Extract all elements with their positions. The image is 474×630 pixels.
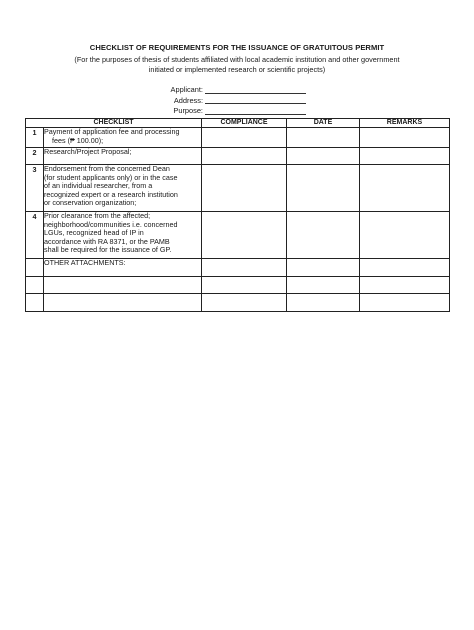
row-requirement xyxy=(44,259,202,277)
header-compliance: COMPLIANCE xyxy=(202,119,287,128)
requirement-line: shall be required for the issuance of GP. xyxy=(44,245,172,255)
requirement-line: of an individual researcher, from a xyxy=(44,181,153,191)
table-row xyxy=(26,165,450,212)
requirement-line: or conservation organization; xyxy=(44,198,137,208)
compliance-cell[interactable] xyxy=(202,128,287,148)
remarks-cell[interactable] xyxy=(360,148,450,165)
requirement-line: Research/Project Proposal; xyxy=(44,147,132,156)
requirement-line: recognized expert or a research institution xyxy=(44,189,178,199)
table-row xyxy=(26,212,450,259)
compliance-cell[interactable] xyxy=(202,165,287,212)
row-number xyxy=(26,259,44,277)
compliance-cell[interactable] xyxy=(202,294,287,312)
row-number: 1 xyxy=(26,128,44,148)
row-requirement[interactable] xyxy=(44,294,202,312)
remarks-cell[interactable] xyxy=(360,277,450,294)
row-number: 3 xyxy=(26,165,44,212)
address-field[interactable] xyxy=(0,96,474,106)
requirement-line: (for student applicants only) or in the case xyxy=(44,172,178,182)
remarks-cell[interactable] xyxy=(360,165,450,212)
purpose-label: Purpose: xyxy=(173,106,203,115)
table-row xyxy=(26,148,450,165)
header-date: DATE xyxy=(287,119,360,128)
document-title: CHECKLIST OF REQUIREMENTS FOR THE ISSUANCE OF GRATUITOUS PERMIT xyxy=(89,43,385,52)
date-cell[interactable] xyxy=(287,277,360,294)
requirement-line: neighborhood/communities i.e. concerned xyxy=(44,219,178,229)
requirement-line: OTHER ATTACHMENTS: xyxy=(44,258,126,267)
remarks-cell[interactable] xyxy=(360,212,450,259)
requirement-line: accordance with RA 8371, or the PAMB xyxy=(44,236,170,246)
table-row xyxy=(26,259,450,277)
header-checklist: CHECKLIST xyxy=(26,119,202,128)
row-requirement xyxy=(44,165,202,212)
date-cell[interactable] xyxy=(287,165,360,212)
compliance-cell[interactable] xyxy=(202,212,287,259)
remarks-cell[interactable] xyxy=(360,128,450,148)
applicant-label: Applicant: xyxy=(170,85,203,94)
requirement-line: LGUs, recognized head of IP in xyxy=(44,228,144,238)
requirement-line: fees (₱ 100.00); xyxy=(52,135,104,145)
subtitle-line-2: initiated or implemented research or scientific projects) xyxy=(148,65,326,75)
header-remarks: REMARKS xyxy=(360,119,450,128)
requirement-line: Endorsement from the concerned Dean xyxy=(44,164,170,173)
checklist-table xyxy=(25,118,450,312)
remarks-cell[interactable] xyxy=(360,294,450,312)
address-label: Address: xyxy=(173,95,203,105)
row-number: 2 xyxy=(26,148,44,165)
row-requirement xyxy=(44,212,202,259)
date-cell[interactable] xyxy=(287,294,360,312)
address-line[interactable] xyxy=(205,103,306,104)
table-row xyxy=(26,128,450,148)
applicant-line[interactable] xyxy=(205,93,306,94)
purpose-field[interactable] xyxy=(0,106,474,116)
compliance-cell[interactable] xyxy=(202,148,287,165)
compliance-cell[interactable] xyxy=(202,277,287,294)
row-number xyxy=(26,277,44,294)
compliance-cell[interactable] xyxy=(202,259,287,277)
requirement-line: Payment of application fee and processing xyxy=(44,127,180,136)
row-requirement xyxy=(44,148,202,165)
date-cell[interactable] xyxy=(287,148,360,165)
date-cell[interactable] xyxy=(287,128,360,148)
date-cell[interactable] xyxy=(287,259,360,277)
date-cell[interactable] xyxy=(287,212,360,259)
applicant-field[interactable] xyxy=(0,85,474,95)
table-row xyxy=(26,294,450,312)
remarks-cell[interactable] xyxy=(360,259,450,277)
row-requirement xyxy=(44,128,202,148)
document-subtitle xyxy=(40,55,434,75)
row-number xyxy=(26,294,44,312)
row-requirement[interactable] xyxy=(44,277,202,294)
row-number: 4 xyxy=(26,212,44,259)
requirement-line: Prior clearance from the affected; xyxy=(44,211,151,220)
table-row xyxy=(26,277,450,294)
purpose-line[interactable] xyxy=(205,114,306,115)
subtitle-line-1: (For the purposes of thesis of students affiliated with local academic institution and other government xyxy=(74,55,400,64)
